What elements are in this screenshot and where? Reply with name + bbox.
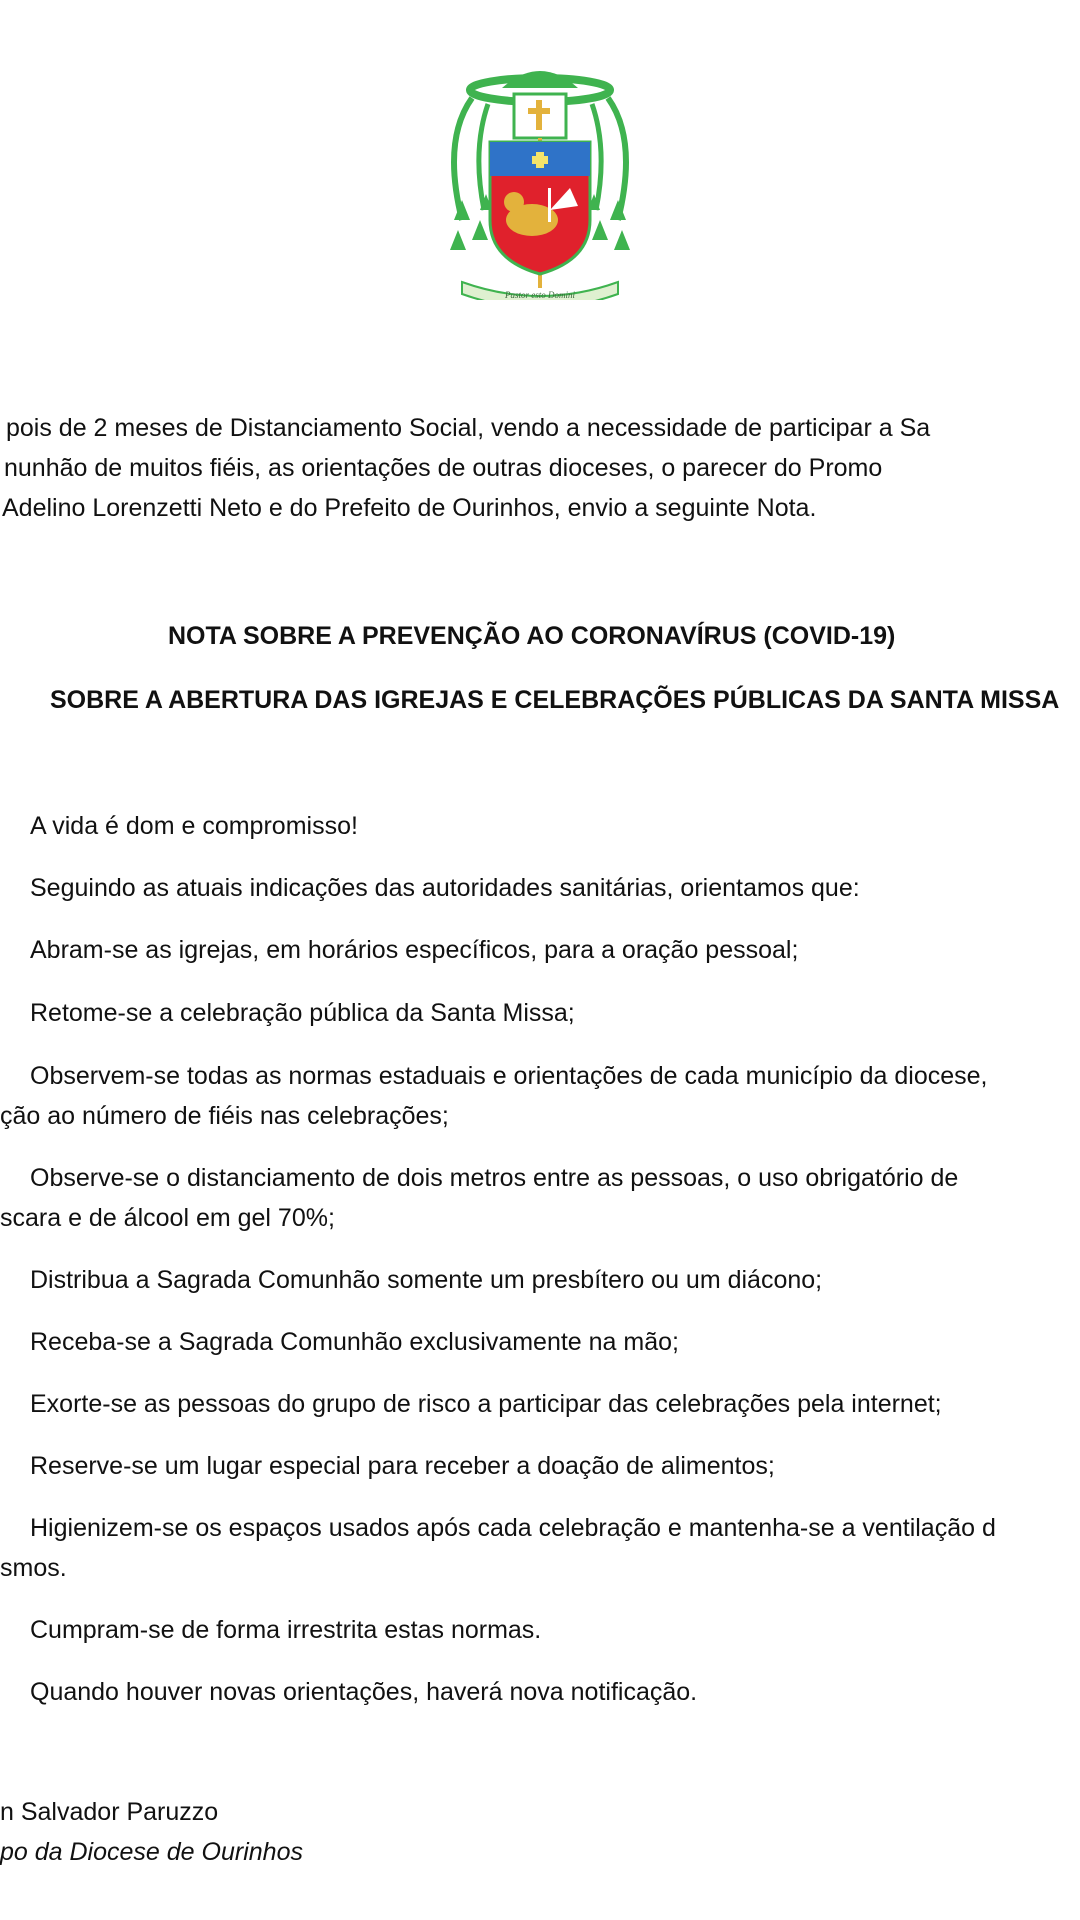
paragraph-continuation: scara e de álcool em gel 70%; (0, 1204, 335, 1232)
paragraph: A vida é dom e compromisso! (30, 812, 358, 840)
paragraph: Receba-se a Sagrada Comunhão exclusivamente na mão; (30, 1328, 679, 1356)
signature-title: po da Diocese de Ourinhos (0, 1838, 303, 1866)
paragraph: Seguindo as atuais indicações das autoridades sanitárias, orientamos que: (30, 874, 860, 902)
intro-line-2: nunhão de muitos fiéis, as orientações de outras dioceses, o parecer do Promo (4, 454, 883, 482)
paragraph: Abram-se as igrejas, em horários específicos, para a oração pessoal; (30, 936, 799, 964)
paragraph: Higienizem-se os espaços usados após cada celebração e mantenha-se a ventilação d (30, 1514, 996, 1542)
paragraph: Reserve-se um lugar especial para receber a doação de alimentos; (30, 1452, 775, 1480)
paragraph: Distribua a Sagrada Comunhão somente um presbítero ou um diácono; (30, 1266, 823, 1294)
note-title: NOTA SOBRE A PREVENÇÃO AO CORONAVÍRUS (COVID-19) (168, 622, 896, 650)
paragraph: Retome-se a celebração pública da Santa Missa; (30, 999, 575, 1027)
paragraph-continuation: ção ao número de fiéis nas celebrações; (0, 1102, 449, 1130)
paragraph: Observe-se o distanciamento de dois metros entre as pessoas, o uso obrigatório de (30, 1164, 959, 1192)
paragraph: Exorte-se as pessoas do grupo de risco a participar das celebrações pela internet; (30, 1390, 942, 1418)
paragraph: Observem-se todas as normas estaduais e orientações de cada município da diocese, (30, 1062, 988, 1090)
crest-motto: Pastor esto Domini (504, 290, 576, 300)
intro-line-1: pois de 2 meses de Distanciamento Social, vendo a necessidade de participar a Sa (6, 414, 931, 442)
intro-line-3: Adelino Lorenzetti Neto e do Prefeito de Ourinhos, envio a seguinte Nota. (2, 494, 817, 522)
paragraph-continuation: smos. (0, 1554, 67, 1582)
paragraph: Quando houver novas orientações, haverá nova notificação. (30, 1678, 698, 1706)
signature-name: n Salvador Paruzzo (0, 1798, 219, 1826)
paragraph: Cumpram-se de forma irrestrita estas normas. (30, 1616, 542, 1644)
note-subtitle: SOBRE A ABERTURA DAS IGREJAS E CELEBRAÇÕES PÚBLICAS DA SANTA MISSA (50, 686, 1060, 714)
